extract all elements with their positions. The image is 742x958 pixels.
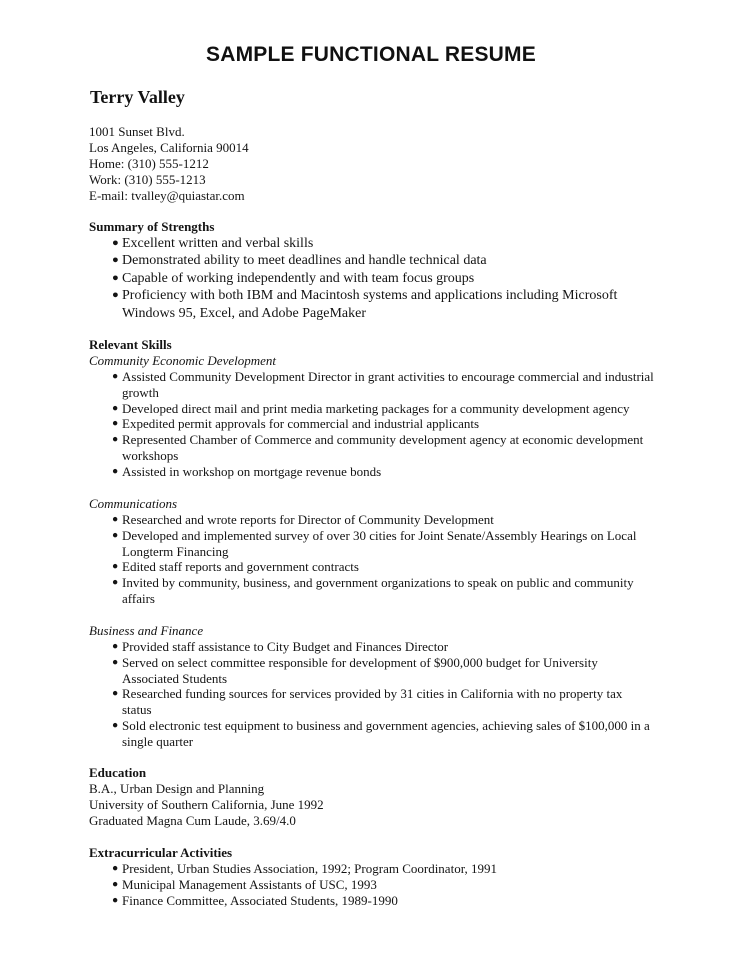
skill-group-title: Community Economic Development (89, 353, 277, 368)
candidate-name: Terry Valley (90, 87, 185, 107)
bullet-icon: ● (112, 465, 119, 477)
list-item-text: Demonstrated ability to meet deadlines and handle technical data (122, 253, 487, 269)
bullet-icon: ● (112, 434, 119, 446)
email: E-mail: tvalley@quiastar.com (89, 188, 245, 203)
list-item-text: Municipal Management Assistants of USC, 1993 (122, 876, 377, 892)
skill-group-title: Communications (89, 496, 178, 511)
bullet-icon: ● (112, 688, 119, 700)
list-item (110, 559, 655, 575)
list-item (110, 270, 650, 287)
honors: Graduated Magna Cum Laude, 3.69/4.0 (89, 813, 296, 828)
skill-group-list (110, 512, 655, 607)
list-item-text: Capable of working independently and with team focus groups (122, 270, 475, 286)
extracurricular-list (110, 861, 655, 908)
bullet-icon: ● (112, 641, 119, 652)
list-item (110, 464, 655, 480)
list-item (110, 432, 655, 464)
list-item-text: Developed and implemented survey of over 30 cities for Joint Senate/Assembly Hearings on Local Longterm Financing (122, 527, 637, 559)
list-item-text: Assisted in workshop on mortgage revenue bonds (122, 463, 382, 479)
extracurricular-heading: Extracurricular Activities (89, 845, 233, 860)
list-item (110, 718, 655, 750)
bullet-icon: ● (112, 254, 119, 267)
list-item-text: Finance Committee, Associated Students, 1989-1990 (122, 892, 398, 908)
list-item-text: Researched funding sources for services provided by 31 cities in California with no property tax status (122, 686, 623, 718)
list-item (110, 639, 655, 655)
bullet-icon: ● (112, 271, 119, 284)
list-item-text: Assisted Community Development Director in grant activities to encourage commercial and industrial growth (122, 369, 654, 400)
list-item (110, 575, 655, 607)
bullet-icon: ● (112, 894, 119, 906)
bullet-icon: ● (112, 289, 119, 302)
list-item-text: Served on select committee responsible for development of $900,000 budget for University Associated Students (122, 654, 598, 686)
bullet-icon: ● (112, 863, 119, 874)
list-item (110, 287, 650, 322)
list-item-text: Provided staff assistance to City Budget and Finances Director (122, 639, 449, 654)
degree: B.A., Urban Design and Planning (89, 781, 265, 796)
bullet-icon: ● (112, 561, 119, 573)
skill-group-title: Business and Finance (89, 623, 204, 638)
address-line-1: 1001 Sunset Blvd. (89, 124, 185, 139)
university: University of Southern California, June 1992 (89, 797, 324, 812)
list-item-text: Excellent written and verbal skills (122, 236, 314, 251)
bullet-icon: ● (112, 719, 119, 731)
list-item-text: Proficiency with both IBM and Macintosh systems and applications including Microsoft Windows 95, Excel, and Adobe PageMaker (122, 288, 618, 321)
list-item-text: Expedited permit approvals for commercial and industrial applicants (122, 416, 480, 432)
bullet-icon: ● (112, 514, 119, 525)
list-item (110, 401, 655, 417)
home-phone: Home: (310) 555-1212 (89, 156, 209, 171)
bullet-icon: ● (112, 237, 119, 249)
list-item (110, 235, 650, 252)
list-item (110, 369, 655, 401)
address-line-2: Los Angeles, California 90014 (89, 140, 249, 155)
summary-list (110, 235, 650, 322)
list-item (110, 655, 655, 687)
list-item (110, 877, 655, 893)
page-title: SAMPLE FUNCTIONAL RESUME (206, 43, 536, 66)
education-block (89, 781, 324, 829)
list-item-text: Invited by community, business, and government organizations to speak on public and community affairs (122, 575, 634, 606)
bullet-icon: ● (112, 878, 119, 890)
bullet-icon: ● (112, 371, 119, 382)
list-item-text: Sold electronic test equipment to business and government agencies, achieving sales of $100,000 in a single quarter (122, 717, 650, 749)
relevant-skills-heading: Relevant Skills (89, 337, 172, 352)
bullet-icon: ● (112, 577, 119, 589)
work-phone: Work: (310) 555-1213 (89, 172, 206, 187)
bullet-icon: ● (112, 529, 119, 541)
list-item (110, 893, 655, 909)
list-item (110, 512, 655, 528)
summary-heading: Summary of Strengths (89, 219, 215, 234)
list-item-text: President, Urban Studies Association, 1992; Program Coordinator, 1991 (122, 861, 498, 876)
bullet-icon: ● (112, 402, 119, 414)
list-item (110, 252, 650, 269)
bullet-icon: ● (112, 418, 119, 430)
list-item-text: Researched and wrote reports for Director of Community Development (122, 512, 494, 527)
contact-block (89, 124, 249, 204)
skill-group-list (110, 639, 655, 750)
list-item (110, 528, 655, 560)
list-item (110, 686, 655, 718)
list-item (110, 416, 655, 432)
skill-group-list (110, 369, 655, 480)
list-item-text: Edited staff reports and government contracts (122, 559, 359, 575)
list-item (110, 861, 655, 877)
bullet-icon: ● (112, 656, 119, 668)
list-item-text: Developed direct mail and print media marketing packages for a community development agency (122, 400, 630, 416)
education-heading: Education (89, 765, 147, 780)
list-item-text: Represented Chamber of Commerce and community development agency at economic development workshops (122, 432, 644, 463)
